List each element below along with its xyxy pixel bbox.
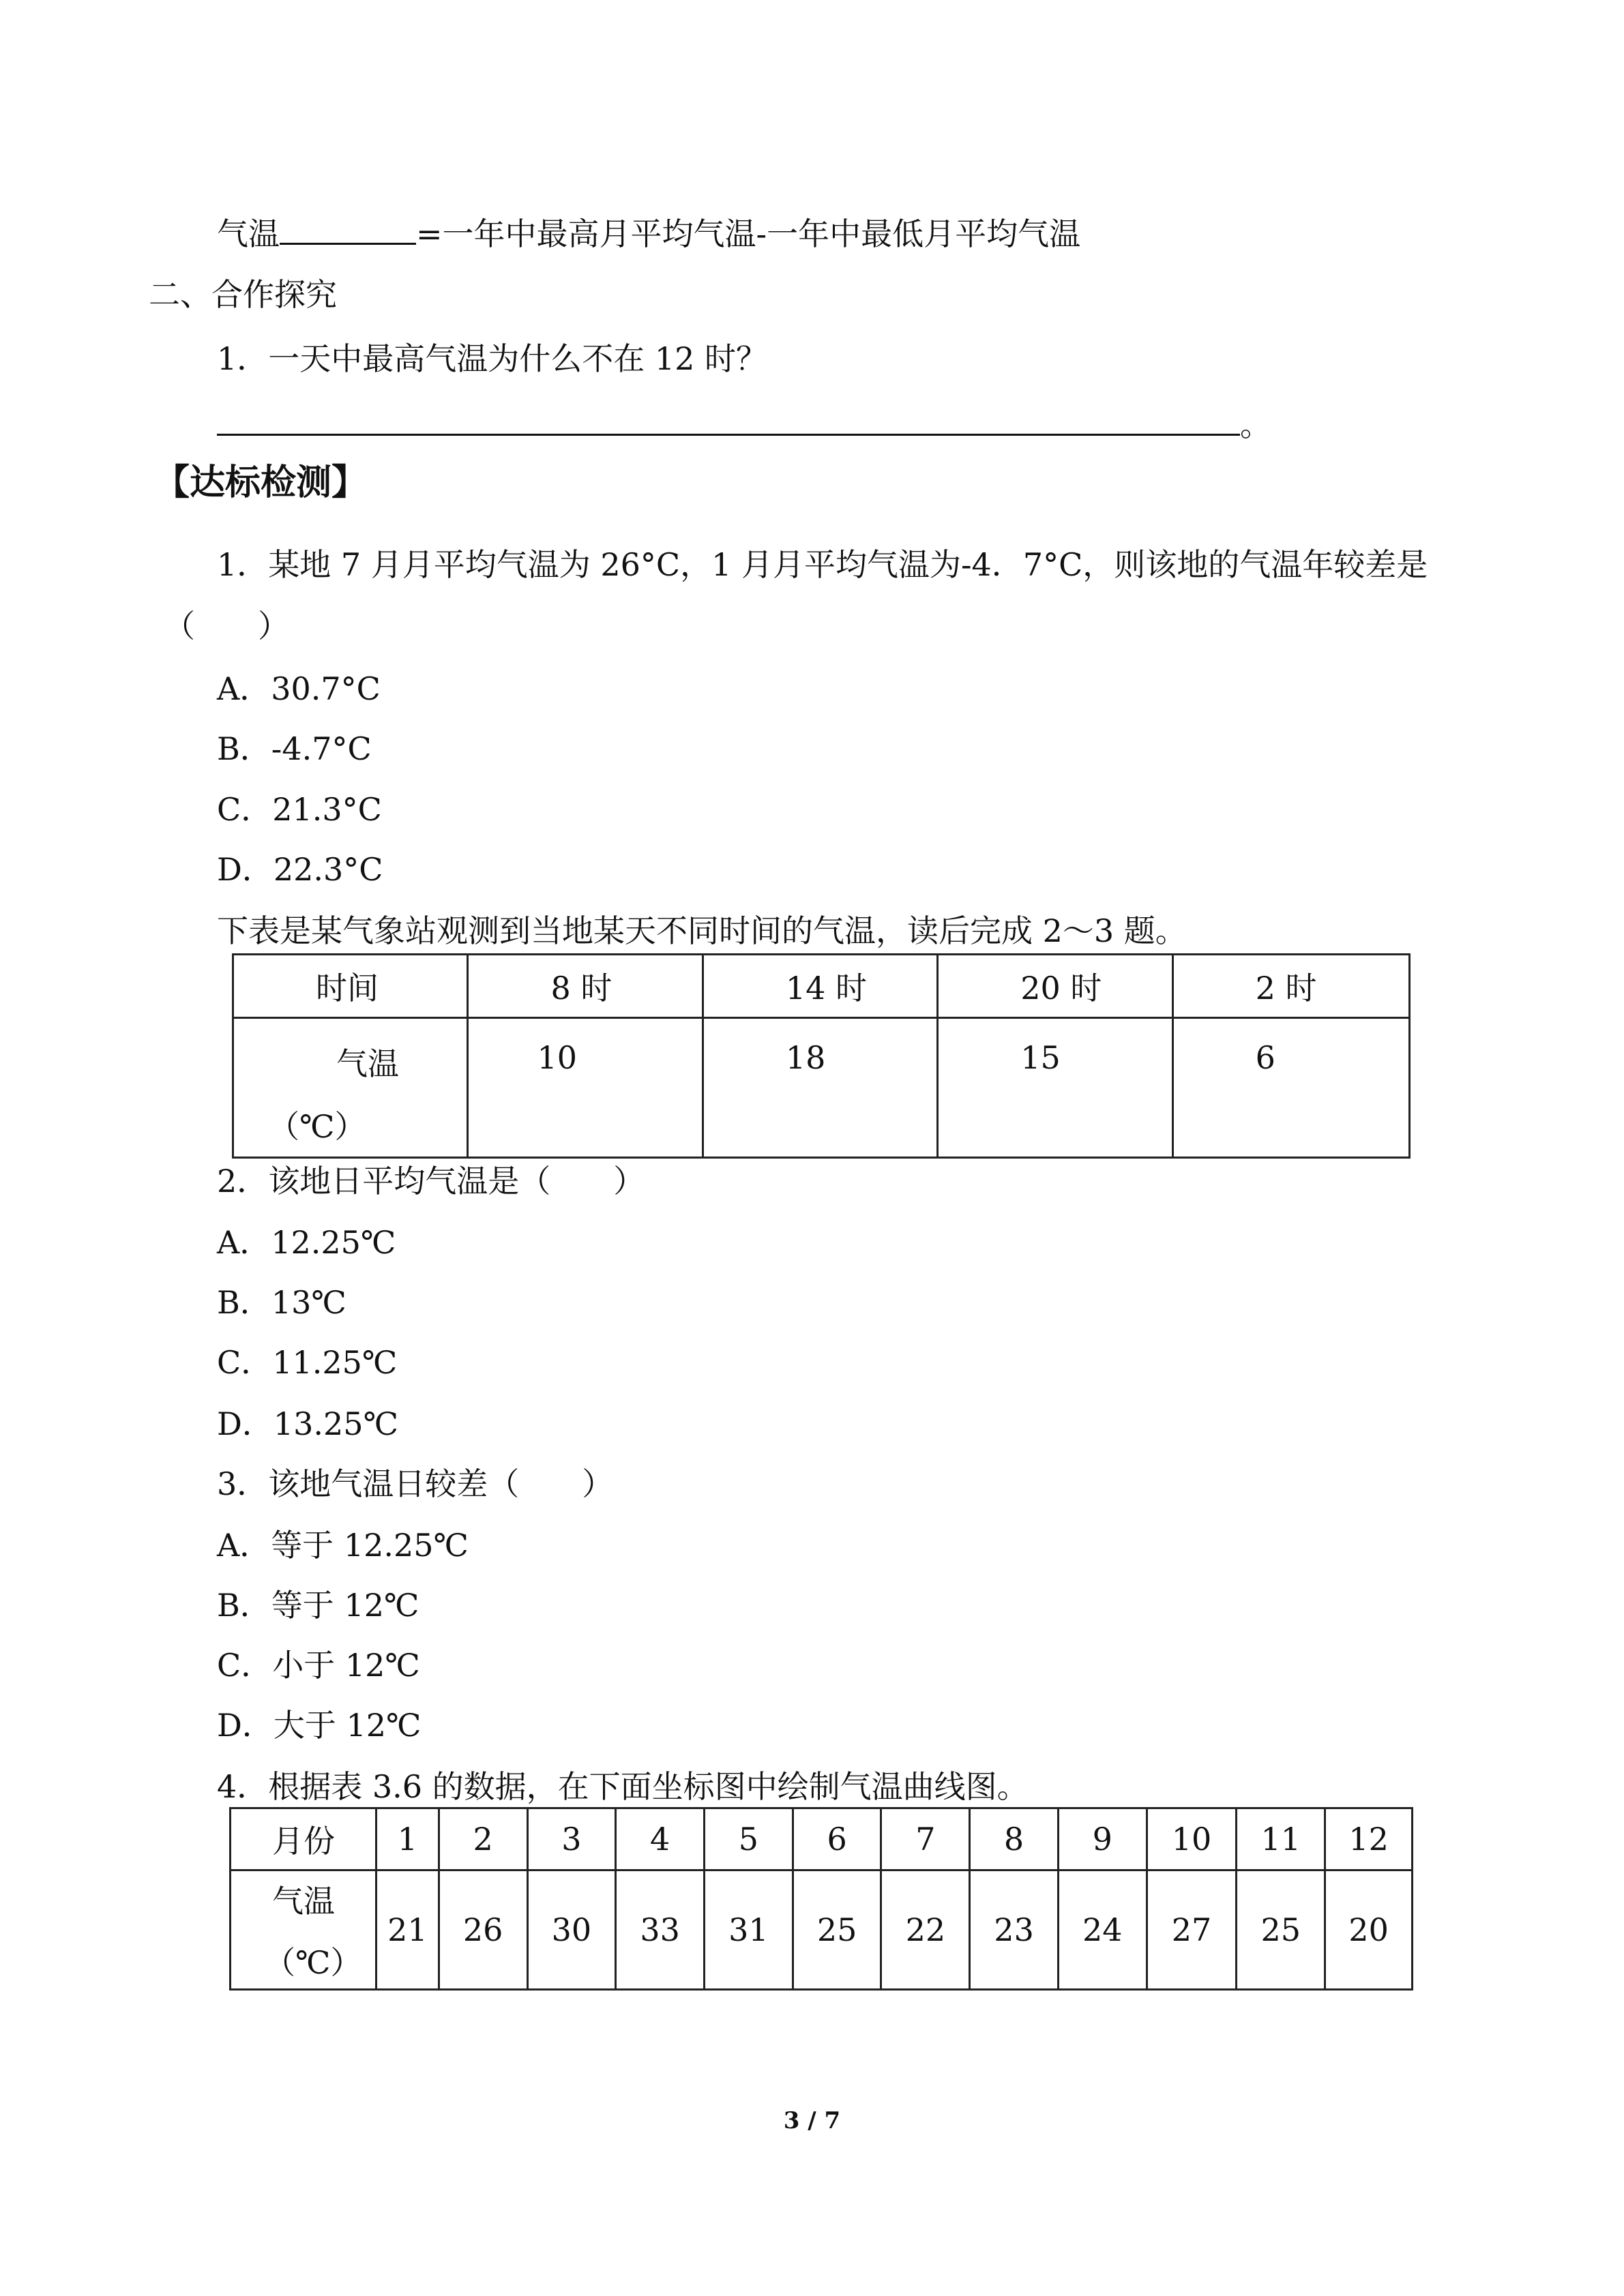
question-1-option-d: D．22.3°C bbox=[217, 851, 383, 888]
table-header-cell: 6 bbox=[793, 1808, 881, 1870]
table-cell: 22 bbox=[881, 1870, 970, 1990]
answer-blank-long bbox=[217, 404, 1240, 436]
table-header-cell: 12 bbox=[1325, 1808, 1413, 1870]
table-header-cell: 11 bbox=[1237, 1808, 1325, 1870]
table-cell: 31 bbox=[705, 1870, 793, 1990]
table-cell: 15 bbox=[938, 1018, 1172, 1158]
question-3-stem: 3．该地气温日较差（ ） bbox=[217, 1465, 614, 1502]
table-header-cell: 8 bbox=[970, 1808, 1059, 1870]
table-row bbox=[231, 1870, 1413, 1990]
table-row bbox=[233, 955, 1410, 1018]
section-title: 【达标检测】 bbox=[154, 462, 368, 503]
table-header-cell: 20 时 bbox=[938, 955, 1172, 1018]
question-3-option-a: A．等于 12.25℃ bbox=[217, 1527, 469, 1564]
question-2-option-b: B．13℃ bbox=[217, 1284, 346, 1321]
table-header-cell: 月份 bbox=[231, 1808, 377, 1870]
table-header-cell: 2 时 bbox=[1172, 955, 1409, 1018]
question-3-option-b: B．等于 12℃ bbox=[217, 1587, 419, 1624]
table-cell: 10 bbox=[468, 1018, 703, 1158]
table-cell: 25 bbox=[793, 1870, 881, 1990]
table-cell: 25 bbox=[1237, 1870, 1325, 1990]
question-2-option-d: D．13.25℃ bbox=[217, 1405, 399, 1442]
question-1-option-b: B．-4.7°C bbox=[217, 730, 372, 767]
hourly-temperature-table bbox=[232, 953, 1411, 1159]
table-header-cell: 2 bbox=[439, 1808, 527, 1870]
page-number: 3 / 7 bbox=[783, 2107, 841, 2134]
table-cell: 23 bbox=[970, 1870, 1059, 1990]
inquiry-question-1: 1．一天中最高气温为什么不在 12 时？ bbox=[217, 340, 768, 377]
table-header-cell: 10 bbox=[1147, 1808, 1237, 1870]
question-1-paren: （ ） bbox=[164, 608, 289, 644]
table-row-label: 气温 （℃） bbox=[233, 1018, 468, 1158]
question-1-option-a: A．30.7°C bbox=[217, 670, 381, 707]
monthly-temperature-table bbox=[229, 1807, 1413, 1991]
question-1-stem: 1．某地 7 月月平均气温为 26°C，1 月月平均气温为-4．7°C，则该地的气温年较差是 bbox=[217, 546, 1428, 583]
table-header-cell: 9 bbox=[1058, 1808, 1147, 1870]
table-row-label: 气温 （℃） bbox=[231, 1870, 377, 1990]
inquiry-answer-line: 。 bbox=[217, 404, 1271, 445]
question-4-stem: 4．根据表 3.6 的数据，在下面坐标图中绘制气温曲线图。 bbox=[217, 1768, 1029, 1805]
table-header-cell: 14 时 bbox=[703, 955, 937, 1018]
question-2-option-c: C．11.25℃ bbox=[217, 1344, 398, 1381]
table-header-cell: 时间 bbox=[233, 955, 468, 1018]
table-cell: 30 bbox=[527, 1870, 616, 1990]
table-header-cell: 8 时 bbox=[468, 955, 703, 1018]
table-cell: 24 bbox=[1058, 1870, 1147, 1990]
table-cell: 33 bbox=[616, 1870, 705, 1990]
table-row bbox=[231, 1808, 1413, 1870]
table-cell: 21 bbox=[376, 1870, 439, 1990]
table-cell: 18 bbox=[703, 1018, 937, 1158]
table-header-cell: 7 bbox=[881, 1808, 970, 1870]
table-header-cell: 5 bbox=[705, 1808, 793, 1870]
table-header-cell: 3 bbox=[527, 1808, 616, 1870]
question-1-option-c: C．21.3°C bbox=[217, 791, 382, 828]
table-cell: 27 bbox=[1147, 1870, 1237, 1990]
question-2-option-a: A．12.25℃ bbox=[217, 1224, 396, 1261]
answer-blank bbox=[280, 213, 416, 245]
question-2-stem: 2．该地日平均气温是（ ） bbox=[217, 1163, 645, 1199]
section-cooperative-inquiry: 二、合作探究 bbox=[149, 276, 337, 313]
question-3-option-d: D．大于 12℃ bbox=[217, 1707, 422, 1744]
intro-line-annual-range: 气温 =一年中最高月平均气温-一年中最低月平均气温 bbox=[217, 213, 1080, 254]
table-intro: 下表是某气象站观测到当地某天不同时间的气温，读后完成 2～3 题。 bbox=[217, 912, 1187, 949]
table-cell: 6 bbox=[1172, 1018, 1409, 1158]
table-header-cell: 4 bbox=[616, 1808, 705, 1870]
table-cell: 26 bbox=[439, 1870, 527, 1990]
table-row bbox=[233, 1018, 1410, 1158]
question-3-option-c: C．小于 12℃ bbox=[217, 1647, 420, 1684]
table-header-cell: 1 bbox=[376, 1808, 439, 1870]
table-cell: 20 bbox=[1325, 1870, 1413, 1990]
